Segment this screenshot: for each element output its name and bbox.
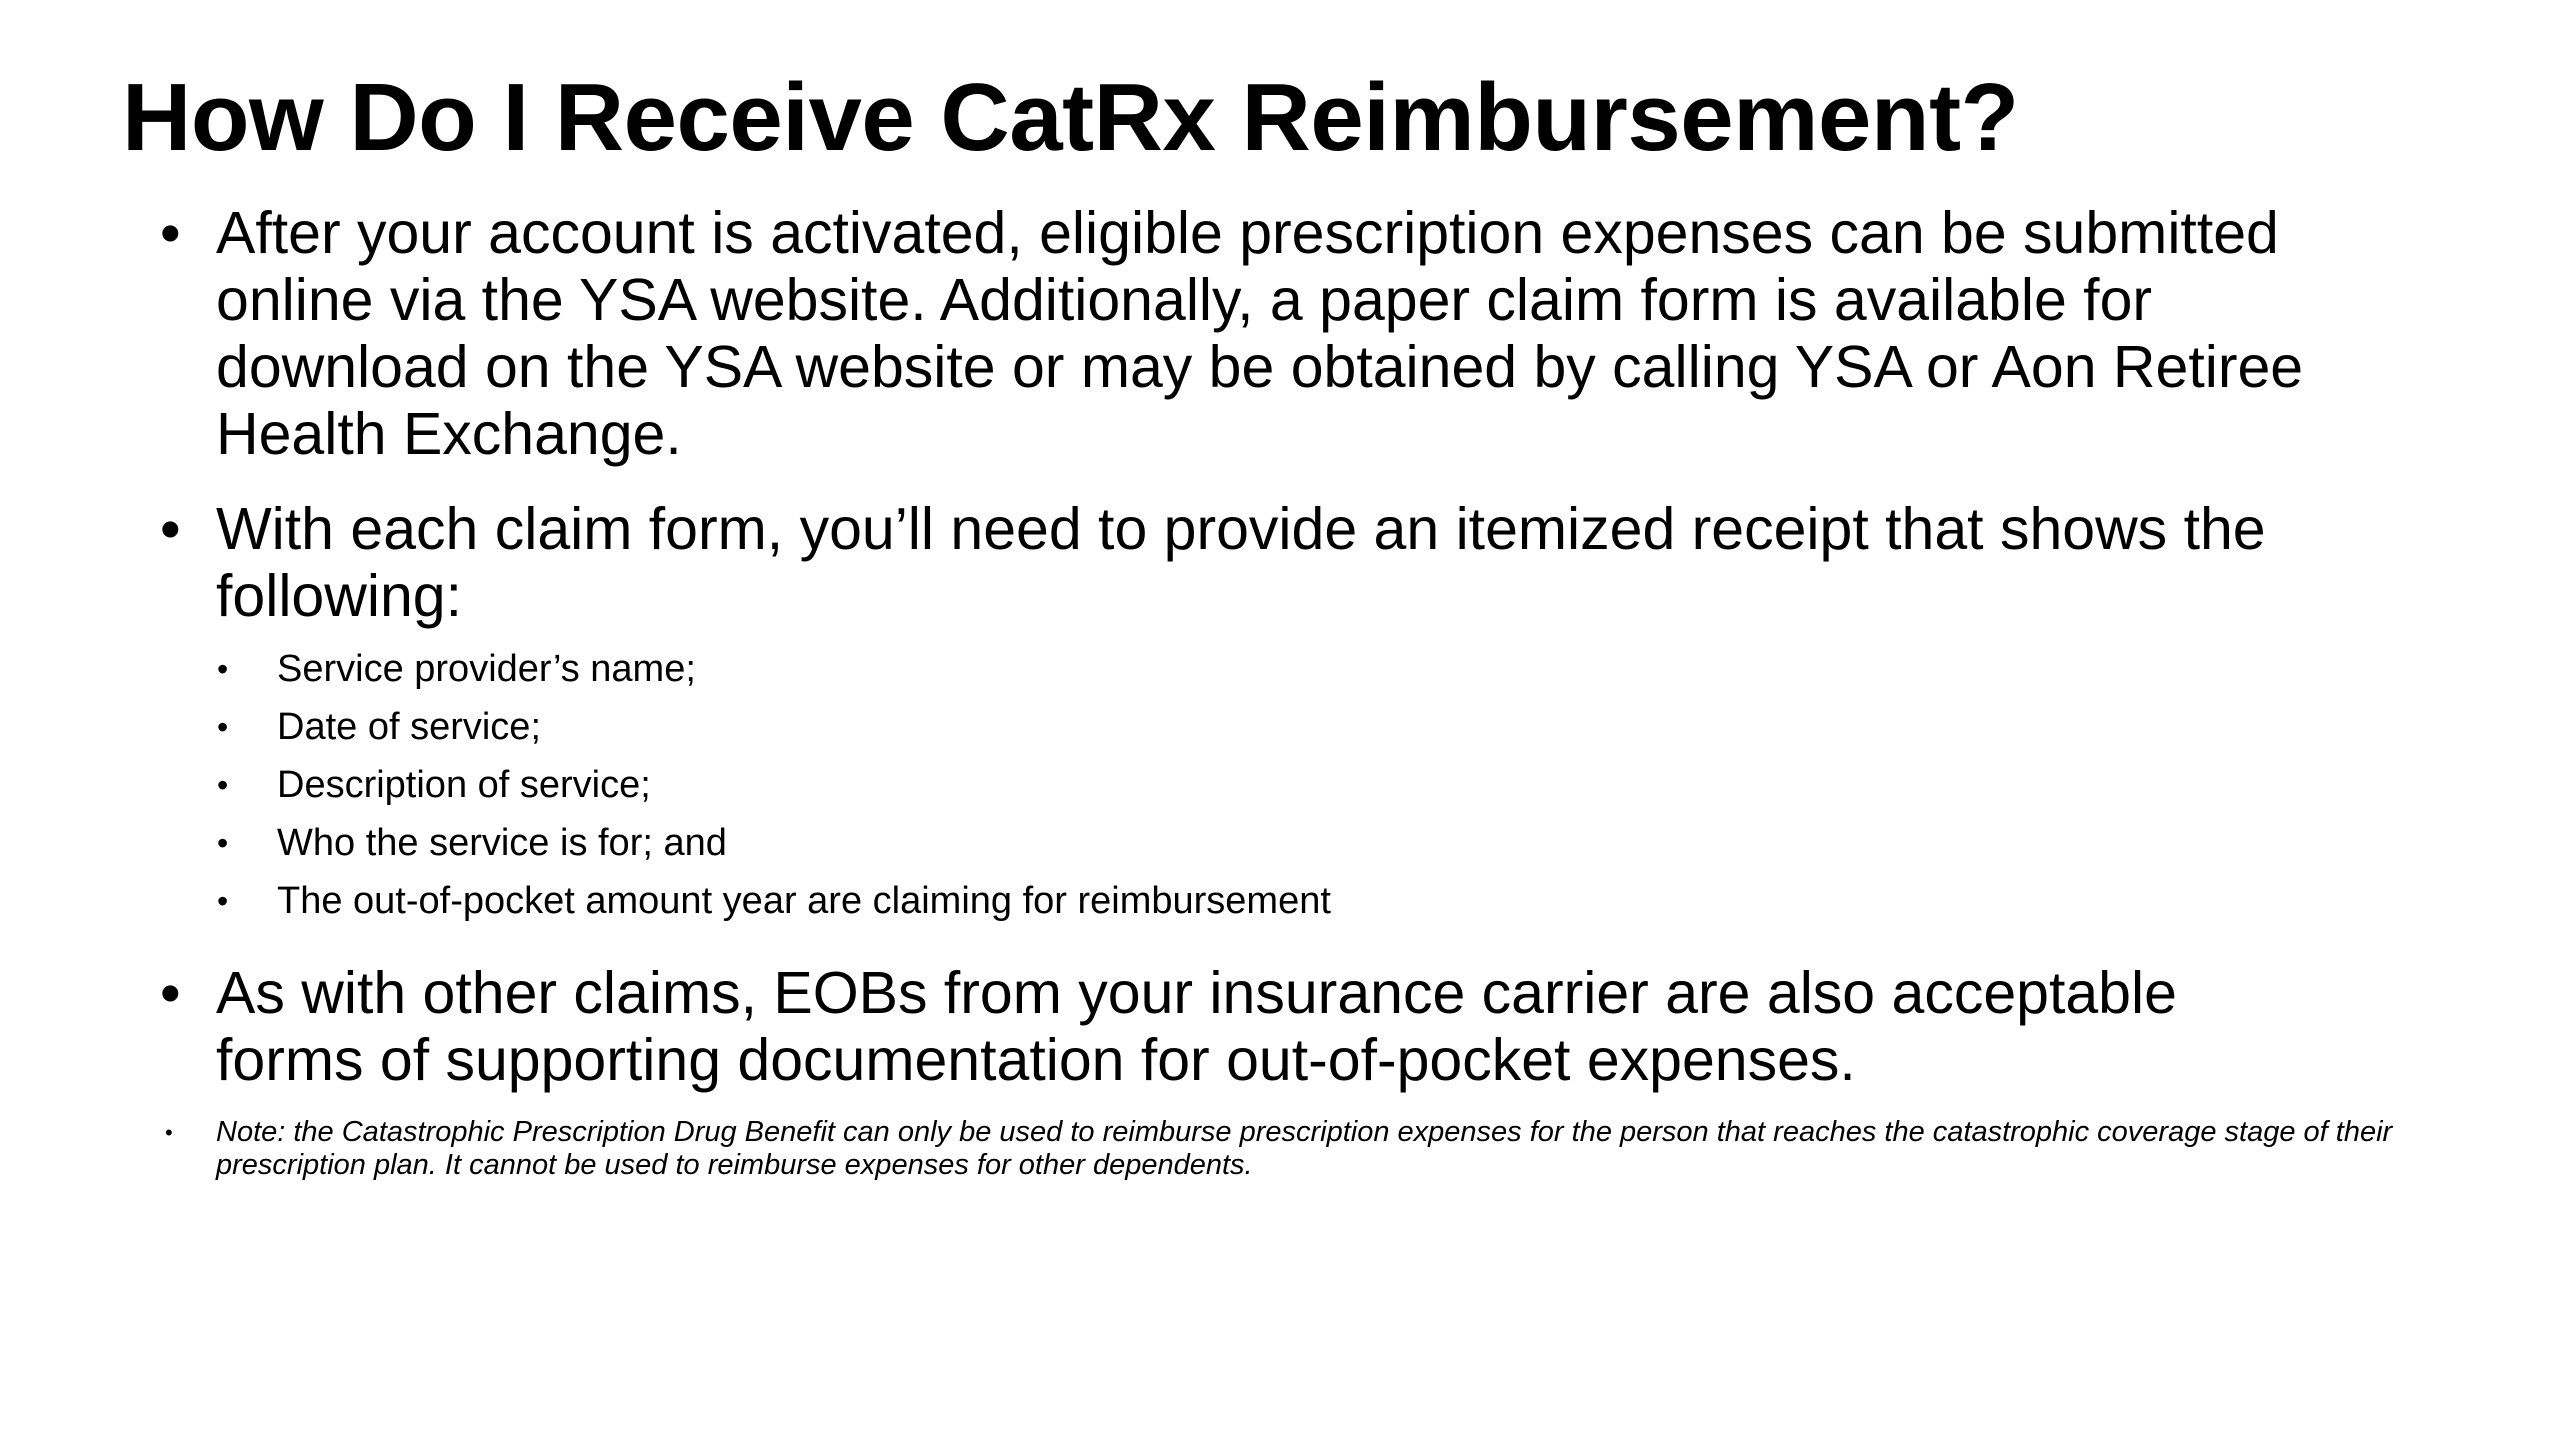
sub-bullet-text: Date of service; — [277, 706, 541, 748]
bullet-text: As with other claims, EOBs from your insurance carrier are also acceptable forms of supporting documentation for out-of-pocket expenses. — [216, 960, 2177, 1093]
receipt-requirements-list — [160, 640, 2340, 930]
slide-title: How Do I Receive CatRx Reimbursement? — [122, 64, 2019, 171]
bullet-icon: • — [160, 960, 181, 1026]
footnote-text: Note: the Catastrophic Prescription Drug Benefit can only be used to reimburse prescription expenses for the person that reaches the catastrophic coverage stage of their prescription plan. It cannot be used to reimburse expenses for other dependents. — [216, 1116, 2393, 1181]
bullet-icon: • — [217, 883, 229, 919]
bullet-item — [160, 200, 2340, 468]
sub-bullet-item — [160, 698, 2340, 756]
sub-bullet-item — [160, 814, 2340, 872]
sub-bullet-text: Description of service; — [277, 764, 651, 806]
bullet-item — [160, 496, 2340, 630]
bullet-text: With each claim form, you’ll need to provide an itemized receipt that shows the following: — [216, 496, 2266, 629]
bullet-icon: • — [217, 651, 229, 687]
bullet-icon: • — [217, 709, 229, 745]
bullet-icon: • — [217, 825, 229, 861]
bullet-text: After your account is activated, eligible prescription expenses can be submitted online via the YSA website. Additionally, a paper claim form is available for download on the YSA website or may be obtained by calling YSA or Aon Retiree Health Exchange. — [216, 200, 2304, 467]
sub-bullet-item — [160, 640, 2340, 698]
bullet-icon: • — [160, 200, 181, 266]
bullet-item — [160, 960, 2340, 1094]
sub-bullet-text: The out-of-pocket amount year are claiming for reimbursement — [277, 880, 1331, 922]
bullet-icon: • — [165, 1120, 173, 1145]
sub-bullet-text: Service provider’s name; — [277, 648, 696, 690]
sub-bullet-item — [160, 872, 2340, 930]
footnote — [160, 1116, 2456, 1182]
bullet-icon: • — [160, 496, 181, 562]
slide-body — [160, 200, 2393, 1182]
sub-bullet-text: Who the service is for; and — [277, 822, 727, 864]
bullet-icon: • — [217, 767, 229, 803]
sub-bullet-item — [160, 756, 2340, 814]
